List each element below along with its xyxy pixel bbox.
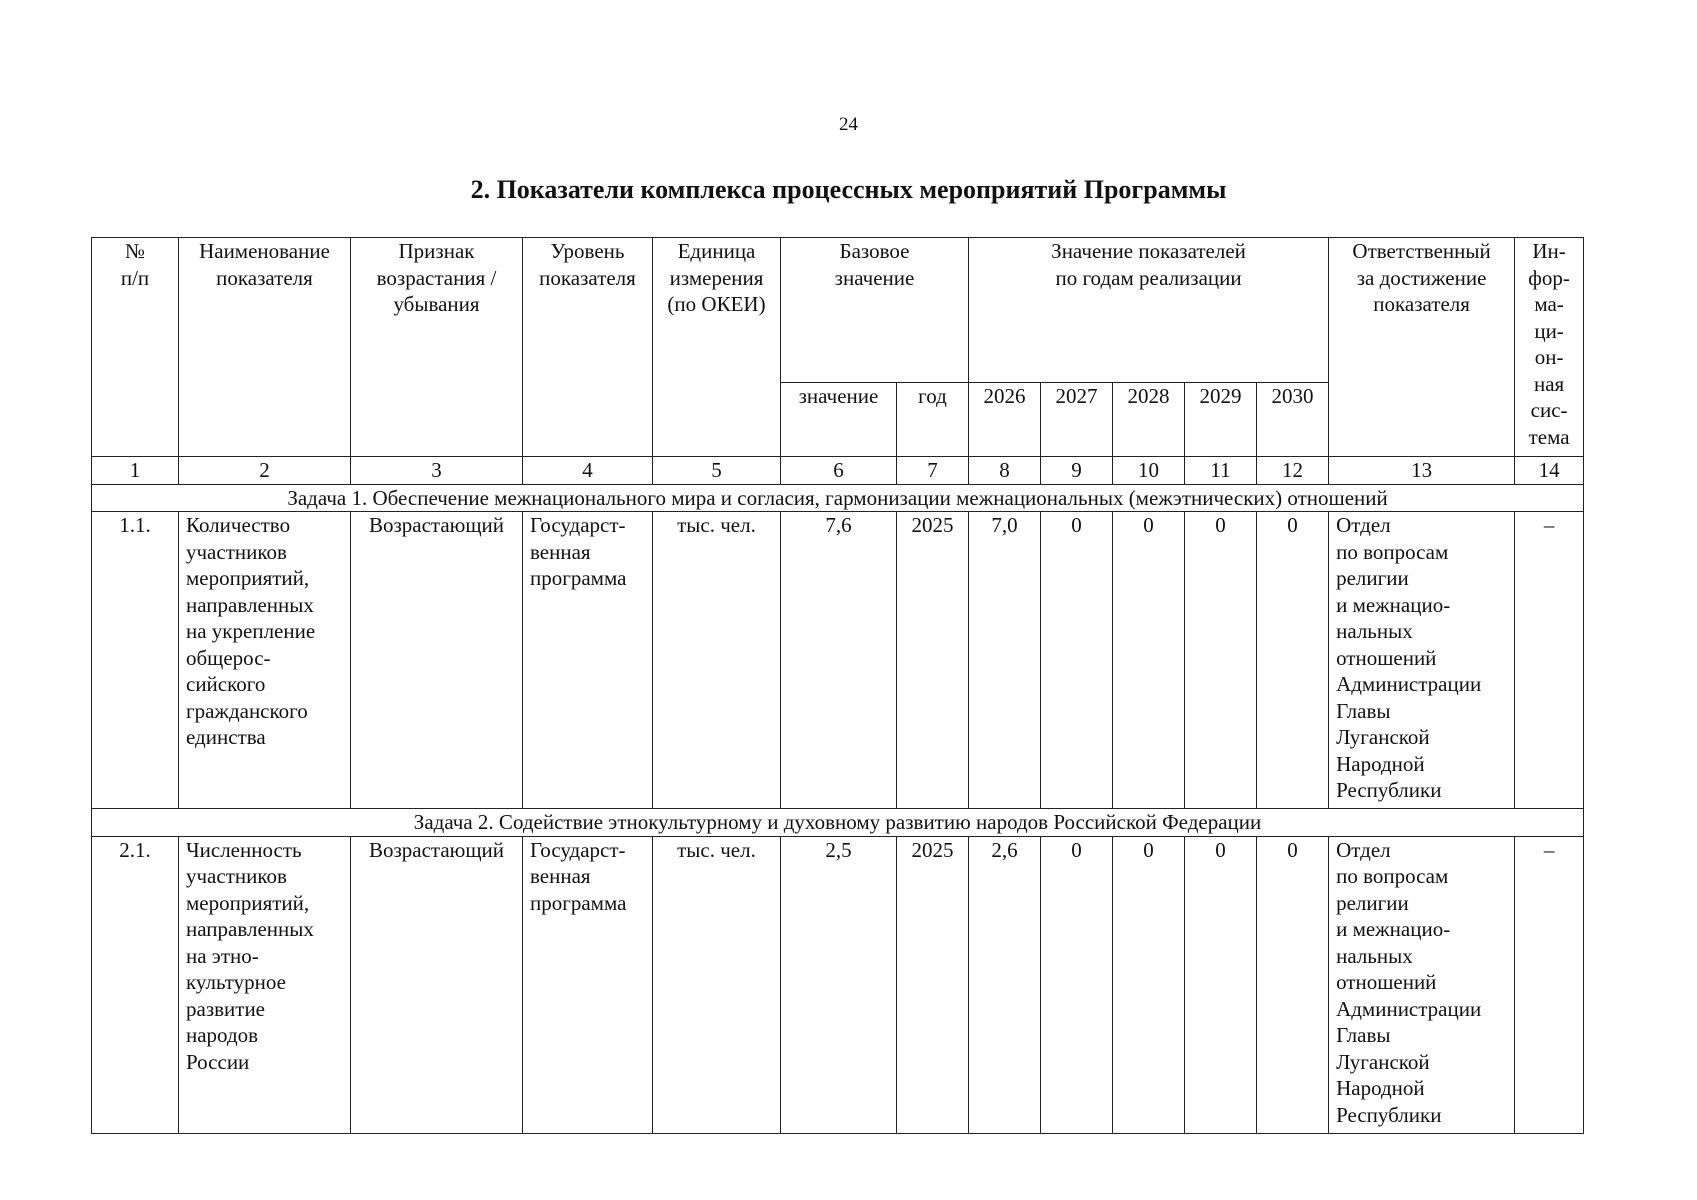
task-1-title: Задача 1. Обеспечение межнационального мира и согласия, гармонизации межнациональных (межэтнических) отношений <box>92 484 1584 512</box>
value-2028: 0 <box>1113 836 1185 1133</box>
header-info-system: Ин- фор- ма- ци- он- ная сис- тема <box>1515 238 1584 457</box>
responsible: Отдел по вопросам религии и межнацио- нальных отношений Администрации Главы Луганской Народной Республики <box>1329 836 1515 1133</box>
indicator-name: Численность участников мероприятий, направленных на этно- культурное развитие народов России <box>179 836 351 1133</box>
base-year: 2025 <box>897 512 969 809</box>
value-2026: 7,0 <box>969 512 1041 809</box>
task-1-row <box>92 484 1584 512</box>
column-number: 7 <box>897 457 969 485</box>
indicator-unit: тыс. чел. <box>653 512 781 809</box>
header-responsible: Ответственный за достижение показателя <box>1329 238 1515 457</box>
column-number: 5 <box>653 457 781 485</box>
table-row <box>92 512 1584 809</box>
base-value: 2,5 <box>781 836 897 1133</box>
column-number: 10 <box>1113 457 1185 485</box>
column-number: 11 <box>1185 457 1257 485</box>
column-number: 14 <box>1515 457 1584 485</box>
header-year-2030: 2030 <box>1257 383 1329 457</box>
header-name: Наименование показателя <box>179 238 351 457</box>
header-base-year: год <box>897 383 969 457</box>
page-number: 24 <box>839 114 858 135</box>
indicator-sign: Возрастающий <box>351 512 523 809</box>
table-row <box>92 836 1584 1133</box>
header-base-value: значение <box>781 383 897 457</box>
column-number: 13 <box>1329 457 1515 485</box>
header-year-2026: 2026 <box>969 383 1041 457</box>
base-year: 2025 <box>897 836 969 1133</box>
value-2029: 0 <box>1185 836 1257 1133</box>
column-number: 8 <box>969 457 1041 485</box>
column-numbers-row <box>92 457 1584 485</box>
info-system: – <box>1515 836 1584 1133</box>
value-2030: 0 <box>1257 512 1329 809</box>
column-number: 9 <box>1041 457 1113 485</box>
value-2027: 0 <box>1041 512 1113 809</box>
column-number: 2 <box>179 457 351 485</box>
indicators-table <box>91 237 1584 1134</box>
value-2028: 0 <box>1113 512 1185 809</box>
base-value: 7,6 <box>781 512 897 809</box>
header-year-2028: 2028 <box>1113 383 1185 457</box>
column-number: 6 <box>781 457 897 485</box>
value-2026: 2,6 <box>969 836 1041 1133</box>
value-2027: 0 <box>1041 836 1113 1133</box>
indicator-unit: тыс. чел. <box>653 836 781 1133</box>
document-title: 2. Показатели комплекса процессных мероприятий Программы <box>470 175 1227 204</box>
indicator-sign: Возрастающий <box>351 836 523 1133</box>
header-unit: Единица измерения (по ОКЕИ) <box>653 238 781 457</box>
task-2-title: Задача 2. Содействие этнокультурному и духовному развитию народов Российской Федерации <box>92 809 1584 837</box>
row-num: 1.1. <box>92 512 179 809</box>
info-system: – <box>1515 512 1584 809</box>
column-number: 12 <box>1257 457 1329 485</box>
column-number: 4 <box>523 457 653 485</box>
header-year-2027: 2027 <box>1041 383 1113 457</box>
header-values: Значение показателей по годам реализации <box>969 238 1329 383</box>
column-number: 1 <box>92 457 179 485</box>
responsible: Отдел по вопросам религии и межнацио- нальных отношений Администрации Главы Луганской Народной Республики <box>1329 512 1515 809</box>
header-year-2029: 2029 <box>1185 383 1257 457</box>
row-num: 2.1. <box>92 836 179 1133</box>
value-2029: 0 <box>1185 512 1257 809</box>
header-num: № п/п <box>92 238 179 457</box>
column-number: 3 <box>351 457 523 485</box>
table-header <box>92 238 1584 457</box>
indicator-level: Государст- венная программа <box>523 836 653 1133</box>
indicator-level: Государст- венная программа <box>523 512 653 809</box>
value-2030: 0 <box>1257 836 1329 1133</box>
header-sign: Признак возрастания / убывания <box>351 238 523 457</box>
header-base: Базовое значение <box>781 238 969 383</box>
task-2-row <box>92 809 1584 837</box>
header-level: Уровень показателя <box>523 238 653 457</box>
indicator-name: Количество участников мероприятий, направленных на укрепление общерос- сийского гражданского единства <box>179 512 351 809</box>
